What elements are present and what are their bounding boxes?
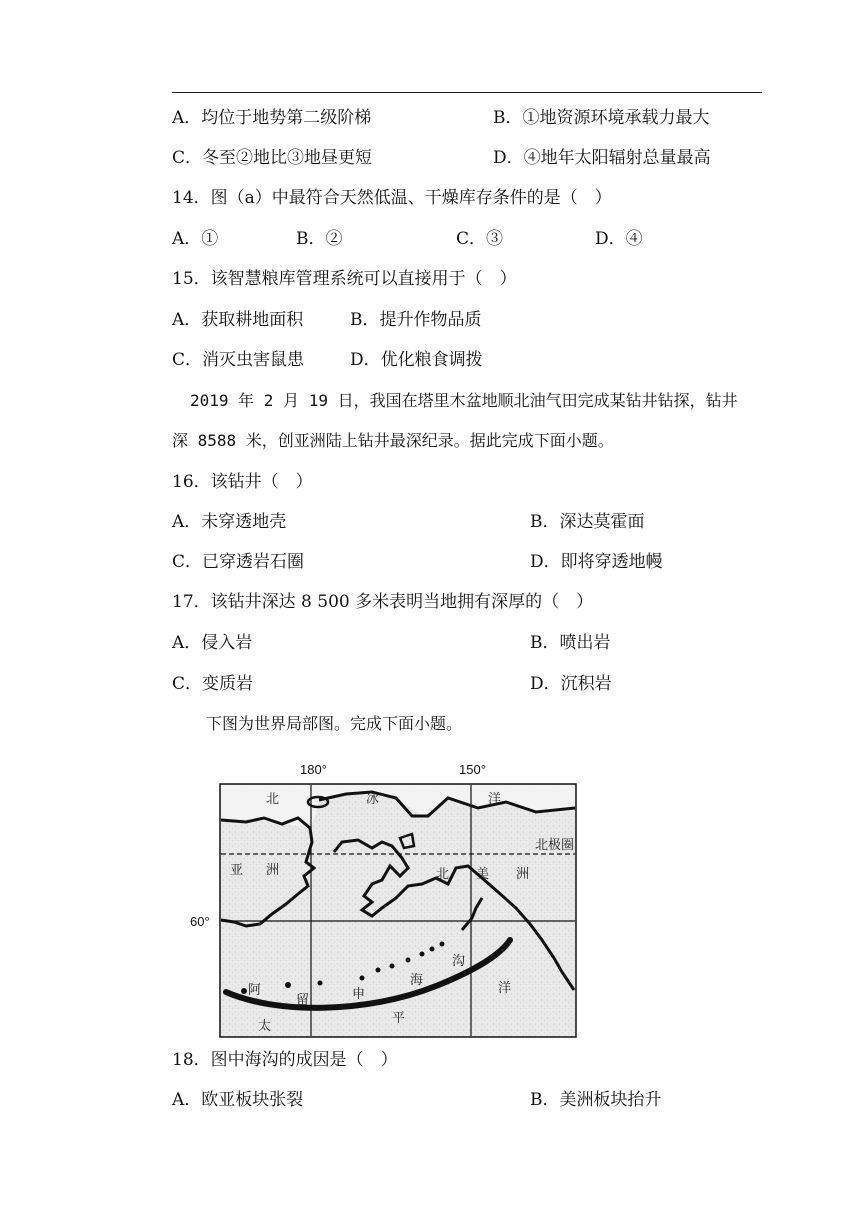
map-label-mei: 美 xyxy=(476,867,490,882)
q16-option-a: A．未穿透地壳 xyxy=(172,512,287,532)
island-dot xyxy=(440,942,445,947)
map-label-ya: 亚 xyxy=(230,863,244,878)
island-dot xyxy=(420,952,425,957)
map-label-bei: 北 xyxy=(266,792,280,807)
map-label-shen: 申 xyxy=(352,987,366,1002)
world-partial-map xyxy=(186,758,586,1043)
q14-option-d: D．④ xyxy=(595,229,643,249)
passage-drilling-line-2: 深 8588 米，创亚洲陆上钻井最深纪录。据此完成下面小题。 xyxy=(172,431,614,450)
q15-option-a: A．获取耕地面积 xyxy=(172,310,304,330)
island-dot xyxy=(285,982,291,988)
q14-stem: 14．图（a）中最符合天然低温、干燥库存条件的是（ ） xyxy=(172,188,612,208)
passage-map-intro: 下图为世界局部图。完成下面小题。 xyxy=(206,714,463,733)
map-label-ping: 平 xyxy=(392,1011,406,1026)
q18-option-b: B．美洲板块抬升 xyxy=(530,1090,662,1110)
q15-option-c: C．消灭虫害鼠患 xyxy=(172,350,305,370)
header-rule xyxy=(172,92,762,93)
q14-option-a: A．① xyxy=(172,229,219,249)
q15-stem: 15．该智慧粮库管理系统可以直接用于（ ） xyxy=(172,269,517,289)
map-label-tai: 太 xyxy=(258,1019,272,1034)
q13-option-d: D．④地年太阳辐射总量最高 xyxy=(493,148,711,168)
q13-option-b: B．①地资源环境承载力最大 xyxy=(493,108,710,128)
map-label-yang: 洋 xyxy=(488,792,502,807)
q17-option-c: C．变质岩 xyxy=(172,674,254,694)
map-label-yang2: 洋 xyxy=(498,981,512,996)
q17-stem: 17．该钻井深达 8 500 多米表明当地拥有深厚的（ ） xyxy=(172,592,594,612)
lon-180-label: 180° xyxy=(300,762,327,777)
q16-option-b: B．深达莫霍面 xyxy=(530,512,645,532)
q15-option-d: D．优化粮食调拨 xyxy=(350,350,483,370)
map-svg xyxy=(186,758,586,1043)
map-label-bei2: 北 xyxy=(436,867,450,882)
map-label-bing: 冰 xyxy=(366,792,380,807)
island-dot xyxy=(241,988,247,994)
island-dot xyxy=(406,958,411,963)
arctic-circle-label: 北极圈 xyxy=(535,838,575,853)
q18-option-a: A．欧亚板块张裂 xyxy=(172,1090,304,1110)
q16-stem: 16．该钻井（ ） xyxy=(172,472,313,492)
q13-option-c: C．冬至②地比③地昼更短 xyxy=(172,148,373,168)
q17-option-a: A．侵入岩 xyxy=(172,633,253,653)
passage-drilling-line-1: 2019 年 2 月 19 日，我国在塔里木盆地顺北油气田完成某钻井钻探，钻井 xyxy=(190,391,738,410)
q17-option-b: B．喷出岩 xyxy=(530,633,611,653)
q13-option-a: A．均位于地势第二级阶梯 xyxy=(172,108,372,128)
island-dot xyxy=(318,981,323,986)
map-label-zhou2: 洲 xyxy=(516,867,530,882)
map-label-gou: 沟 xyxy=(452,954,466,969)
q17-option-d: D．沉积岩 xyxy=(530,674,612,694)
island-dot xyxy=(430,947,435,952)
island-dot xyxy=(376,968,381,973)
lon-150-label: 150° xyxy=(459,762,486,777)
q16-option-c: C．已穿透岩石圈 xyxy=(172,552,305,572)
island-dot xyxy=(360,976,365,981)
q16-option-d: D．即将穿透地幔 xyxy=(530,552,663,572)
q14-option-c: C．③ xyxy=(456,229,504,249)
q18-stem: 18．图中海沟的成因是（ ） xyxy=(172,1050,398,1070)
map-label-zhou: 洲 xyxy=(266,863,280,878)
map-label-a: 阿 xyxy=(248,983,262,998)
q14-option-b: B．② xyxy=(296,229,343,249)
island-dot xyxy=(390,964,395,969)
q15-option-b: B．提升作物品质 xyxy=(350,310,482,330)
map-label-liu: 留 xyxy=(296,993,310,1008)
lat-60-label: 60° xyxy=(190,914,210,929)
map-label-hai: 海 xyxy=(410,973,424,988)
